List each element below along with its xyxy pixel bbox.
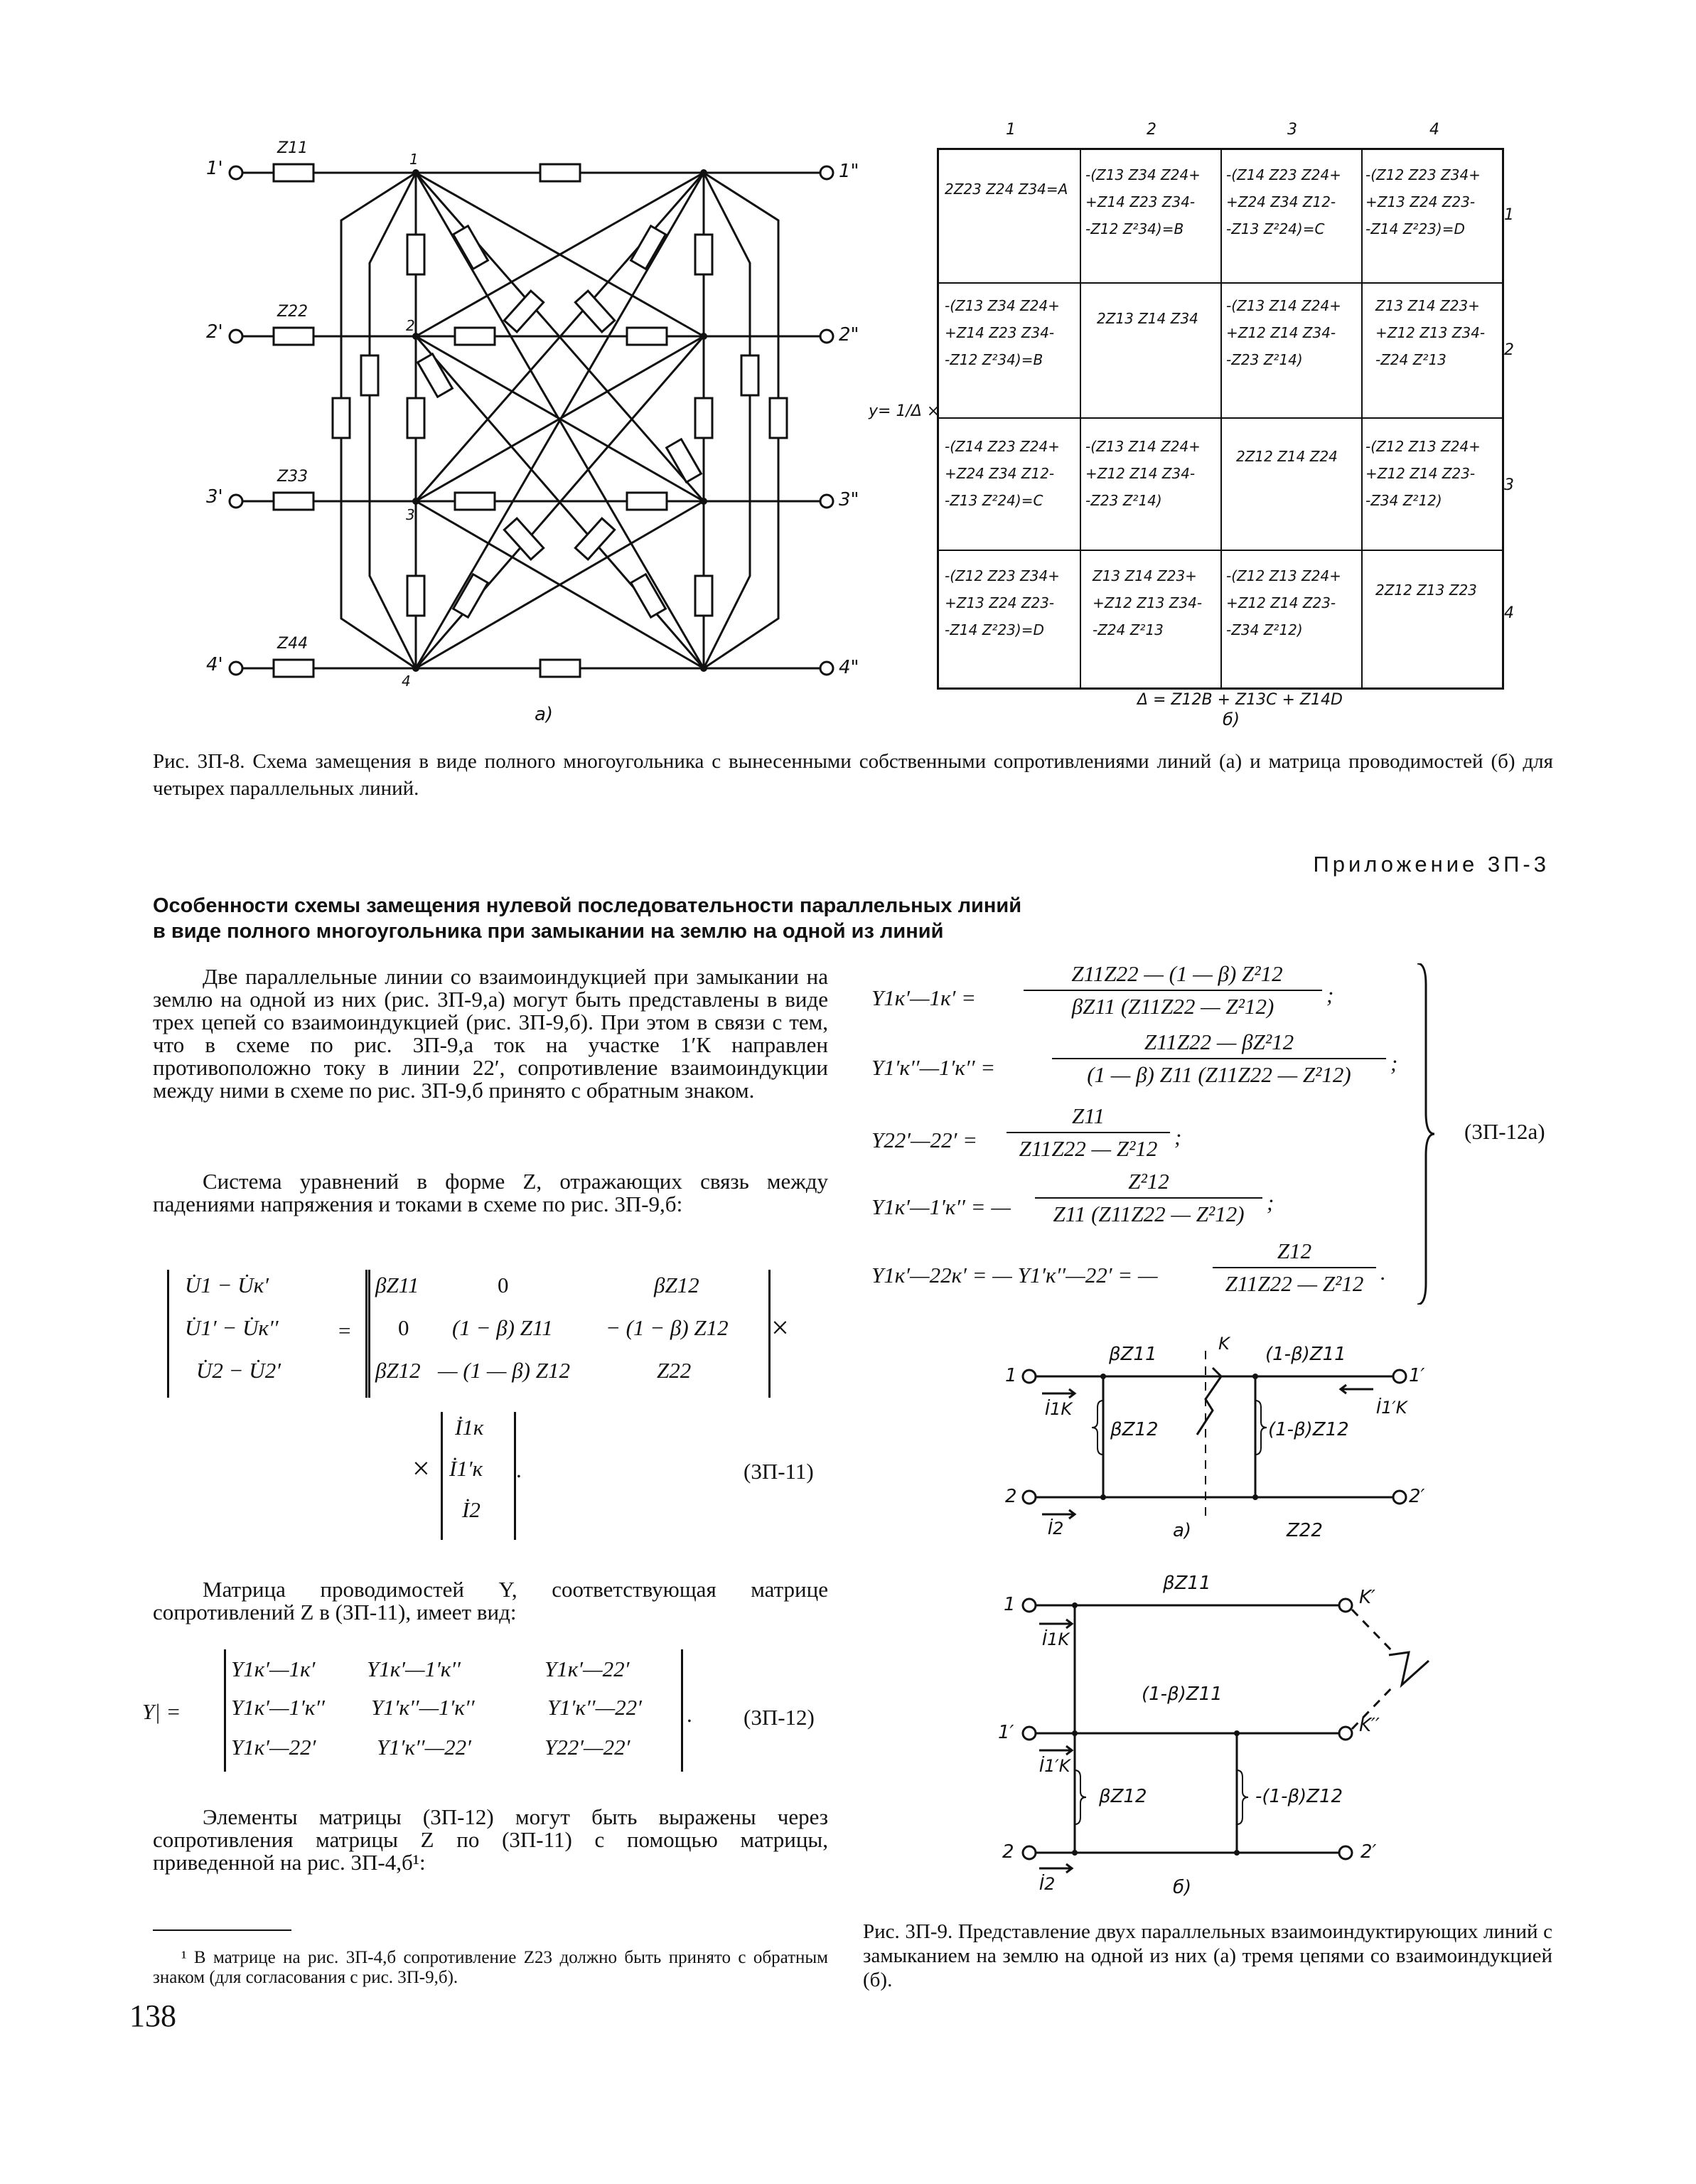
eq12a-den: (1 — β) Z11 (Z11Z22 — Z²12): [1087, 1062, 1351, 1087]
eq12a-lhs: Y22′—22′ =: [871, 1128, 978, 1152]
eq12-number: (3П-12): [744, 1705, 815, 1730]
footnote-rule: [153, 1929, 291, 1931]
fig9b-node-2: 1′: [998, 1722, 1014, 1743]
fig8-right-label-1: 1": [839, 161, 859, 182]
eq12a-num: Z²12: [1128, 1169, 1169, 1194]
fig9-caption: Рис. 3П-9. Представление двух параллельных взаимоиндуктирующих линий с замыканием на землю на одной из них (а) тремя цепями со взаимоиндукцией (б).: [863, 1920, 1552, 1991]
appendix-title-line1: Особенности схемы замещения нулевой последовательности параллельных линий: [153, 894, 1022, 917]
left-paragraph-4: Элементы матрицы (3П-12) могут быть выражены через сопротивления матрицы Z по (3П-11) с помощью матрицы, приведенной на рис. 3П-4,б¹:: [153, 1804, 828, 1875]
fig9a-zm1: βZ12: [1110, 1419, 1159, 1440]
fig9b-sub: б): [1173, 1877, 1192, 1898]
fig9a-z1: βZ11: [1109, 1344, 1157, 1365]
eq12a-sep: ;: [1174, 1125, 1182, 1150]
fig9b-k2: K′′: [1359, 1715, 1380, 1736]
eq12a-frac-line: [1035, 1197, 1262, 1199]
fig8-z-label-3: Z33: [277, 468, 308, 486]
eq12-cell: Y22′—22′: [544, 1735, 630, 1760]
eq11-cell: 0: [498, 1273, 509, 1297]
eq12a-sep: .: [1380, 1260, 1386, 1285]
eq12a-lhs: Y1к′—1к′ =: [871, 985, 977, 1010]
fig9a-z2: (1-β)Z11: [1265, 1344, 1346, 1365]
fig8-left-label-3: 3': [206, 486, 223, 508]
matrix-cell: -(Z12 Z23 Z34+ +Z13 Z24 Z23- -Z14 Z²23)=D: [945, 567, 1060, 638]
fig8-delta-formula: Δ = Z12B + Z13C + Z14D: [1137, 691, 1343, 709]
fig8-right-label-2: 2": [839, 324, 859, 346]
fig9a-i2: İ1′K: [1376, 1398, 1407, 1418]
eq11-period: .: [516, 1457, 522, 1482]
fig8-sublabel-b: б): [1223, 710, 1240, 729]
fig8-col-header-2: 2: [1147, 121, 1156, 139]
fig9a-node-1: 1: [1005, 1365, 1017, 1386]
eq11-current: İ1к: [455, 1415, 484, 1440]
eq12a-num: Z11: [1072, 1103, 1105, 1128]
eq11-current: İ2: [462, 1497, 481, 1522]
fig9b-i1: İ1K: [1042, 1629, 1070, 1649]
eq12-cell: Y1к′—1′к′′: [367, 1656, 461, 1681]
appendix-label: Приложение 3П-3: [1313, 852, 1550, 877]
fig8-left-label-2: 2': [206, 321, 223, 343]
eq11-lhs-row: U̇1 − U̇к′: [185, 1273, 269, 1297]
fig8-node-label-2: 2: [406, 317, 415, 334]
eq12a-number: (3П-12а): [1464, 1119, 1545, 1144]
fig8-z-label-1: Z11: [277, 139, 308, 157]
fig8-matrix-grid: [937, 148, 1504, 690]
eq12-cell: Y1к′—1′к′′: [231, 1695, 325, 1720]
fig9b-zm2: -(1-β)Z12: [1255, 1786, 1343, 1807]
eq12a-den: βZ11 (Z11Z22 — Z²12): [1071, 994, 1274, 1019]
left-paragraph-2: Система уравнений в форме Z, отражающих связь между падениями напряжения и токами в схеме по рис. 3П-9,б:: [153, 1169, 828, 1216]
eq12a-sep: ;: [1267, 1190, 1274, 1215]
eq11-number: (3П-11): [744, 1459, 814, 1484]
fig9a-i1: İ1K: [1045, 1399, 1073, 1419]
matrix-cell: -(Z13 Z34 Z24+ +Z14 Z23 Z34- -Z12 Z²34)=B: [1085, 166, 1201, 237]
fig9b-z2: (1-β)Z11: [1142, 1684, 1223, 1705]
matrix-cell: -(Z14 Z23 Z24+ +Z24 Z34 Z12- -Z13 Z²24)=C: [945, 438, 1060, 509]
eq12-lhs: Y| =: [142, 1699, 181, 1724]
eq12a-lhs: Y1′к′′—1′к′′ =: [871, 1055, 996, 1080]
fig8-node-label-1: 1: [409, 151, 419, 168]
eq12a-num: Z11Z22 — βZ²12: [1144, 1029, 1294, 1054]
matrix-cell: -(Z12 Z23 Z34+ +Z13 Z24 Z23- -Z14 Z²23)=D: [1365, 166, 1481, 237]
fig9a-diagram: [995, 1337, 1450, 1550]
fig8-sublabel-a: а): [535, 704, 554, 725]
eq11-cell: βZ12: [654, 1273, 699, 1297]
fig9b-node-3: 2: [1002, 1841, 1014, 1863]
eq11-cell: βZ12: [375, 1358, 421, 1383]
fig9b-out: 2′: [1360, 1841, 1377, 1863]
fig9a-out-2: 2′: [1409, 1486, 1425, 1507]
matrix-cell: -(Z13 Z14 Z24+ +Z12 Z14 Z34- -Z23 Z²14): [1085, 438, 1201, 509]
eq12-cell: Y1′к′′—22′: [547, 1695, 642, 1720]
matrix-cell: 2Z23 Z24 Z34=A: [945, 181, 1068, 198]
fig9a-z22: Z22: [1287, 1520, 1323, 1541]
fig8-z-label-2: Z22: [277, 303, 308, 321]
fig8-row-header-2: 2: [1504, 341, 1514, 359]
matrix-cell: 2Z12 Z13 Z23: [1375, 582, 1477, 599]
eq12a-frac-line: [1213, 1267, 1376, 1268]
eq12a-frac-line: [1007, 1132, 1170, 1133]
fig8-node-label-4: 4: [402, 673, 411, 690]
eq11-times-1: ×: [771, 1310, 789, 1345]
fig9b-diagram: [995, 1578, 1450, 1877]
fig9a-k: K: [1218, 1334, 1230, 1354]
fig8-left-label-4: 4': [206, 654, 223, 675]
matrix-cell: Z13 Z14 Z23+ +Z12 Z13 Z34- -Z24 Z²13: [1093, 567, 1203, 638]
eq12a-lhs: Y1к′—1′к′′ = —: [871, 1194, 1011, 1219]
eq12a-den: Z11Z22 — Z²12: [1225, 1271, 1364, 1296]
fig8-row-header-3: 3: [1504, 476, 1514, 494]
eq12a-lhs: Y1к′—22к′ = — Y1′к′′—22′ = —: [871, 1263, 1158, 1288]
fig8-z-label-4: Z44: [277, 635, 308, 653]
eq12-cell: Y1′к′′—22′: [377, 1735, 471, 1760]
left-paragraph-3: Матрица проводимостей Y, соответствующая матрице сопротивлений Z в (3П-11), имеет вид:: [153, 1577, 828, 1624]
eq11-cell: — (1 — β) Z12: [438, 1358, 570, 1383]
eq12-cell: Y1к′—22′: [544, 1656, 630, 1681]
eq11-lhs-row: U̇1′ − U̇к′′: [185, 1315, 279, 1340]
matrix-cell: 2Z13 Z14 Z34: [1097, 310, 1198, 327]
fig9a-node-2: 2: [1005, 1486, 1017, 1507]
matrix-cell: -(Z13 Z14 Z24+ +Z12 Z14 Z34- -Z23 Z²14): [1226, 297, 1341, 368]
fig9b-zm1: βZ12: [1099, 1786, 1147, 1807]
page-number: 138: [129, 1998, 176, 2033]
eq11-cell: βZ11: [375, 1273, 419, 1297]
eq11-cell: Z22: [657, 1358, 692, 1383]
fig8-col-header-3: 3: [1287, 121, 1297, 139]
matrix-cell: Z13 Z14 Z23+ +Z12 Z13 Z34- -Z24 Z²13: [1375, 297, 1486, 368]
fig9b-i2: İ1′K: [1039, 1756, 1070, 1776]
eq12-cell: Y1′к′′—1′к′′: [371, 1695, 475, 1720]
fig8-node-label-3: 3: [406, 506, 415, 523]
fig8-matrix-prefix: y= 1/Δ ×: [869, 402, 940, 420]
fig9a-zm2: (1-β)Z12: [1268, 1419, 1349, 1440]
appendix-title-line2: в виде полного многоугольника при замыкании на землю на одной из линий: [153, 920, 944, 943]
eq12a-sep: ;: [1390, 1051, 1398, 1076]
eq12a-den: Z11 (Z11Z22 — Z²12): [1053, 1201, 1245, 1226]
eq12a-brace: [1415, 963, 1436, 1305]
eq12a-frac-line: [1052, 1058, 1386, 1059]
left-paragraph-1: Две параллельные линии со взаимоиндукцией при замыкании на землю на одной из них (рис. 3П-9,а) могут быть представлены в виде трех цепей со взаимоиндукцией (рис. 3П-9,б). При этом в связи с тем, что в схеме по рис. 3П-9,а ток на участке 1′К направлен противоположно току в линии 22′, сопротивление взаимоиндукции между ними в схеме по рис. 3П-9,б принято с обратным знаком.: [153, 964, 828, 1103]
eq12a-num: Z11Z22 — (1 — β) Z²12: [1071, 961, 1283, 986]
eq12-cell: Y1к′—1к′: [231, 1656, 316, 1681]
fig8-caption: Рис. 3П-8. Схема замещения в виде полного многоугольника с вынесенными собственными сопротивлениями линий (а) и матрица проводимостей (б) для четырех параллельных линий.: [153, 750, 1553, 800]
eq11-equals: =: [338, 1318, 351, 1343]
eq12a-frac-line: [1024, 990, 1322, 991]
fig8-col-header-4: 4: [1429, 121, 1439, 139]
fig9a-sub: а): [1173, 1520, 1192, 1541]
matrix-cell: 2Z12 Z14 Z24: [1236, 448, 1338, 465]
fig8-col-header-1: 1: [1006, 121, 1016, 139]
fig8-row-header-4: 4: [1504, 604, 1514, 622]
fig9b-k1: K′: [1359, 1587, 1375, 1608]
eq12a-den: Z11Z22 — Z²12: [1019, 1136, 1158, 1161]
eq12-period: .: [687, 1702, 692, 1727]
eq11-times-2: ×: [412, 1451, 430, 1486]
fig9a-out-1: 1′: [1409, 1365, 1425, 1386]
eq12a-sep: ;: [1326, 983, 1334, 1007]
matrix-cell: -(Z12 Z13 Z24+ +Z12 Z14 Z23- -Z34 Z²12): [1365, 438, 1481, 509]
matrix-cell: -(Z14 Z23 Z24+ +Z24 Z34 Z12- -Z13 Z²24)=C: [1226, 166, 1341, 237]
fig9b-z1: βZ11: [1163, 1573, 1211, 1594]
eq11-current: İ1′к: [449, 1456, 483, 1481]
eq11-cell: − (1 − β) Z12: [606, 1315, 729, 1340]
eq11-lhs-row: U̇2 − U̇2′: [196, 1358, 281, 1383]
eq12a-num: Z12: [1277, 1238, 1312, 1263]
fig8-right-label-3: 3": [839, 489, 859, 510]
matrix-cell: -(Z12 Z13 Z24+ +Z12 Z14 Z23- -Z34 Z²12): [1226, 567, 1341, 638]
fig8-right-label-4: 4": [839, 657, 859, 678]
fig8-left-label-1: 1': [206, 158, 223, 179]
fig8-row-header-1: 1: [1504, 206, 1514, 224]
fig9b-i3: İ2: [1039, 1874, 1056, 1894]
eq12-cell: Y1к′—22′: [231, 1735, 316, 1760]
footnote: ¹ В матрице на рис. 3П-4,б сопротивление Z23 должно быть принято с обратным знаком (для согласования с рис. 3П-9,б).: [153, 1948, 828, 1987]
fig9b-node-1: 1: [1004, 1594, 1016, 1615]
eq11-cell: (1 − β) Z11: [452, 1315, 553, 1340]
fig9a-i3: İ2: [1048, 1519, 1064, 1538]
eq11-cell: 0: [398, 1315, 409, 1340]
matrix-cell: -(Z13 Z34 Z24+ +Z14 Z23 Z34- -Z12 Z²34)=B: [945, 297, 1060, 368]
